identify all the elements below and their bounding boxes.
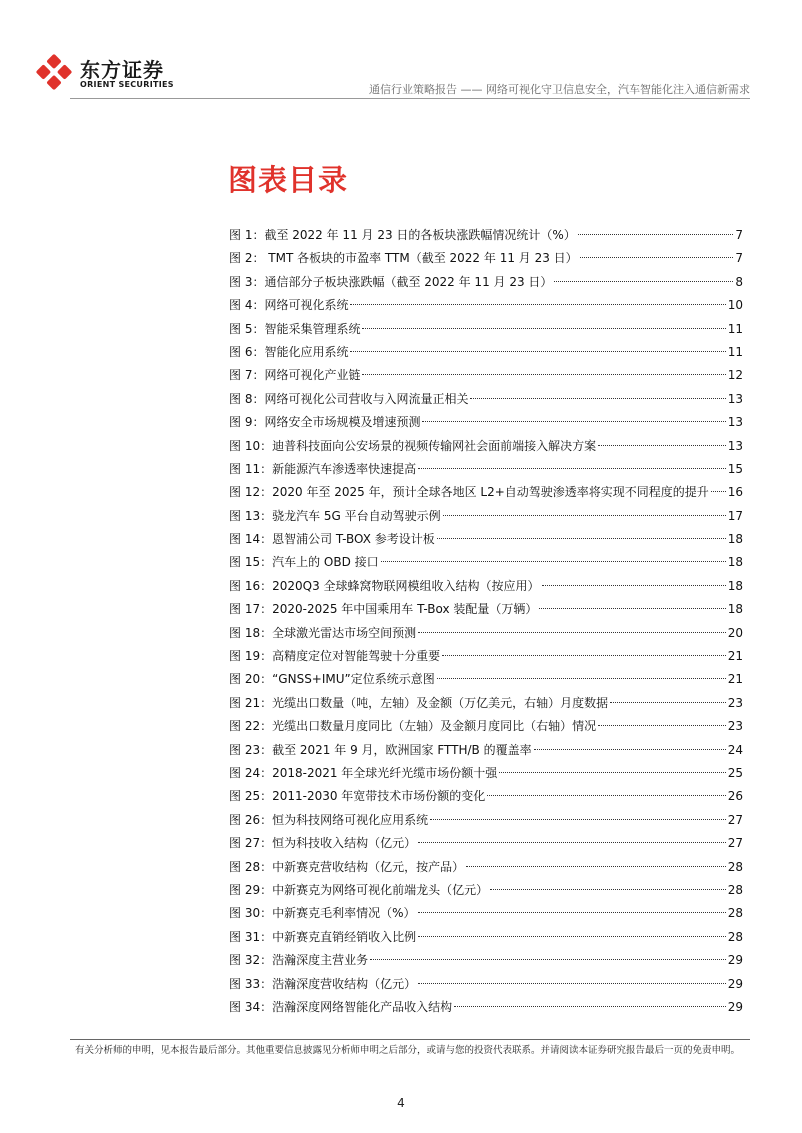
dot-leader [418, 632, 726, 633]
toc-entry-page: 29 [727, 999, 743, 1014]
toc-entry-label: 图 17：2020-2025 年中国乘用车 T-Box 装配量（万辆） [229, 602, 538, 617]
toc-entry-page: 16 [727, 485, 743, 500]
toc-entry-label: 图 32：浩瀚深度主营业务 [229, 953, 369, 968]
dot-leader [470, 398, 725, 399]
toc-entry-page: 11 [727, 321, 743, 336]
dot-leader [534, 749, 726, 750]
toc-entry[interactable] [229, 436, 743, 459]
dot-leader [430, 819, 726, 820]
toc-entry-label: 图 29：中新赛克为网络可视化前端龙头（亿元） [229, 882, 489, 897]
toc-entry[interactable] [229, 693, 743, 716]
toc-entry[interactable] [229, 529, 743, 552]
toc-entry[interactable] [229, 459, 743, 482]
toc-entry-label: 图 14：恩智浦公司 T-BOX 参考设计板 [229, 532, 435, 547]
page-number: 4 [397, 1096, 405, 1110]
toc-entry[interactable] [229, 857, 743, 880]
toc-entry-label: 图 31：中新赛克直销经销收入比例 [229, 929, 417, 944]
toc-entry-label: 图 26：恒为科技网络可视化应用系统 [229, 812, 429, 827]
dot-leader [442, 655, 726, 656]
dot-leader [490, 889, 726, 890]
toc-entry-page: 21 [727, 672, 743, 687]
toc-entry[interactable] [229, 342, 743, 365]
toc-entry[interactable] [229, 295, 743, 318]
dot-leader [454, 1006, 726, 1007]
toc-entry[interactable] [229, 365, 743, 388]
toc-entry[interactable] [229, 997, 743, 1020]
toc-entry[interactable] [229, 599, 743, 622]
dot-leader [499, 772, 725, 773]
report-subtitle: 通信行业策略报告 —— 网络可视化守卫信息安全，汽车智能化注入通信新需求 [369, 83, 750, 96]
toc-entry[interactable] [229, 482, 743, 505]
toc-entry-label: 图 8：网络可视化公司营收与入网流量正相关 [229, 391, 469, 406]
toc-entry-page: 13 [727, 391, 743, 406]
toc-entry-page: 12 [727, 368, 743, 383]
dot-leader [598, 445, 726, 446]
toc-entry[interactable] [229, 319, 743, 342]
toc-entry-label: 图 30：中新赛克毛利率情况（%） [229, 906, 416, 921]
toc-entry-label: 图 6：智能化应用系统 [229, 344, 349, 359]
dot-leader [418, 468, 726, 469]
toc-entry[interactable] [229, 763, 743, 786]
toc-entry-page: 26 [727, 789, 743, 804]
toc-entry-page: 20 [727, 625, 743, 640]
toc-entry-page: 13 [727, 438, 743, 453]
dot-leader [370, 959, 726, 960]
dot-leader [350, 304, 725, 305]
toc-entry-label: 图 15：汽车上的 OBD 接口 [229, 555, 379, 570]
dot-leader [466, 866, 726, 867]
dot-leader [711, 491, 726, 492]
dot-leader [350, 351, 725, 352]
toc-entry-label: 图 22：光缆出口数量月度同比（左轴）及金额月度同比（右轴）情况 [229, 719, 597, 734]
toc-entry-page: 28 [727, 906, 743, 921]
toc-entry-label: 图 25：2011-2030 年宽带技术市场份额的变化 [229, 789, 486, 804]
orient-logo-icon [34, 52, 74, 92]
dot-leader [598, 725, 726, 726]
toc-entry[interactable] [229, 833, 743, 856]
toc-entry-label: 图 23：截至 2021 年 9 月，欧洲国家 FTTH/B 的覆盖率 [229, 742, 532, 757]
toc-entry-label: 图 5：智能采集管理系统 [229, 321, 361, 336]
dot-leader [418, 936, 726, 937]
toc-entry[interactable] [229, 974, 743, 997]
dot-leader [418, 842, 726, 843]
toc-entry[interactable] [229, 412, 743, 435]
dot-leader [539, 608, 725, 609]
dot-leader [443, 515, 726, 516]
toc-entry[interactable] [229, 716, 743, 739]
toc-entry-label: 图 34：浩瀚深度网络智能化产品收入结构 [229, 999, 453, 1014]
toc-entry-page: 18 [727, 532, 743, 547]
toc-entry-label: 图 10：迪普科技面向公安场景的视频传输网社会面前端接入解决方案 [229, 438, 597, 453]
dot-leader [610, 702, 726, 703]
toc-entry-page: 7 [735, 251, 743, 266]
toc-entry[interactable] [229, 810, 743, 833]
toc-entry-page: 28 [727, 859, 743, 874]
dot-leader [437, 678, 726, 679]
toc-entry-label: 图 20：“GNSS+IMU”定位系统示意图 [229, 672, 435, 687]
toc-entry-page: 8 [735, 274, 743, 289]
toc-entry-label: 图 3：通信部分子板块涨跌幅（截至 2022 年 11 月 23 日） [229, 274, 553, 289]
logo-chinese-name: 东方证券 [80, 58, 164, 82]
toc-entry-page: 18 [727, 555, 743, 570]
toc-entry-label: 图 28：中新赛克营收结构（亿元，按产品） [229, 859, 465, 874]
toc-entry[interactable] [229, 225, 743, 248]
toc-entry-page: 17 [727, 508, 743, 523]
toc-entry-page: 27 [727, 836, 743, 851]
toc-entry-label: 图 24：2018-2021 年全球光纤光缆市场份额十强 [229, 765, 498, 780]
toc-entry[interactable] [229, 950, 743, 973]
toc-entry-label: 图 19：高精度定位对智能驾驶十分重要 [229, 649, 441, 664]
dot-leader [362, 374, 725, 375]
toc-entry-page: 27 [727, 812, 743, 827]
dot-leader [437, 538, 726, 539]
toc-entry-page: 28 [727, 929, 743, 944]
toc-entry-page: 15 [727, 461, 743, 476]
toc-entry-label: 图 18：全球激光雷达市场空间预测 [229, 625, 417, 640]
toc-entry-label: 图 1：截至 2022 年 11 月 23 日的各板块涨跌幅情况统计（%） [229, 228, 576, 242]
toc-entry-label: 图 27：恒为科技收入结构（亿元） [229, 836, 417, 851]
toc-entry-label: 图 12：2020 年至 2025 年，预计全球各地区 L2+自动驾驶渗透率将实现不同程度的提升 [229, 485, 709, 500]
page-header [0, 0, 802, 100]
toc-entry-label: 图 16：2020Q3 全球蜂窝物联网模组收入结构（按应用） [229, 578, 540, 593]
toc-entry[interactable] [229, 927, 743, 950]
toc-entry-page: 25 [727, 765, 743, 780]
toc-entry[interactable] [229, 552, 743, 575]
header-divider [70, 98, 750, 99]
footer-divider [70, 1039, 750, 1040]
toc-entry-label: 图 11：新能源汽车渗透率快速提高 [229, 461, 417, 476]
toc-entry-page: 18 [727, 602, 743, 617]
toc-entry-page: 10 [727, 298, 743, 313]
dot-leader [381, 561, 726, 562]
toc-entry-page: 18 [727, 578, 743, 593]
toc-entry-page: 23 [727, 695, 743, 710]
toc-entry[interactable] [229, 389, 743, 412]
toc-entry-label: 图 21：光缆出口数量（吨，左轴）及金额（万亿美元，右轴）月度数据 [229, 695, 609, 710]
toc-entry[interactable] [229, 740, 743, 763]
toc-entry-label: 图 4：网络可视化系统 [229, 298, 349, 313]
dot-leader [418, 983, 726, 984]
company-logo [34, 52, 184, 96]
toc-entry-page: 29 [727, 953, 743, 968]
toc-entry-page: 29 [727, 976, 743, 991]
dot-leader [422, 421, 725, 422]
toc-entry-label: 图 13：骁龙汽车 5G 平台自动驾驶示例 [229, 508, 441, 523]
disclaimer-text: 有关分析师的申明，见本报告最后部分。其他重要信息披露见分析师申明之后部分，或请与您的投资代表联系。并请阅读本证券研究报告最后一页的免责申明。 [75, 1045, 741, 1056]
toc-entry[interactable] [229, 623, 743, 646]
toc-entry[interactable] [229, 646, 743, 669]
figure-list [229, 225, 743, 1020]
toc-entry-page: 21 [727, 649, 743, 664]
toc-title: 图表目录 [228, 163, 349, 197]
dot-leader [487, 795, 725, 796]
dot-leader [578, 234, 734, 235]
toc-entry-page: 11 [727, 344, 743, 359]
toc-entry[interactable] [229, 272, 743, 295]
toc-entry-page: 13 [727, 415, 743, 430]
dot-leader [362, 328, 725, 329]
toc-entry[interactable] [229, 248, 743, 271]
toc-entry[interactable] [229, 576, 743, 599]
toc-entry[interactable] [229, 669, 743, 692]
toc-entry-label: 图 9：网络安全市场规模及增速预测 [229, 415, 421, 430]
toc-entry[interactable] [229, 903, 743, 926]
dot-leader [580, 257, 734, 258]
dot-leader [542, 585, 726, 586]
toc-entry[interactable] [229, 880, 743, 903]
dot-leader [418, 912, 726, 913]
toc-entry-page: 28 [727, 882, 743, 897]
toc-entry[interactable] [229, 506, 743, 529]
toc-entry-page: 24 [727, 742, 743, 757]
toc-entry-label: 图 2： TMT 各板块的市盈率 TTM（截至 2022 年 11 月 23 日） [229, 251, 578, 266]
toc-entry-label: 图 7：网络可视化产业链 [229, 368, 361, 383]
toc-entry-page: 7 [735, 228, 743, 242]
logo-english-name: ORIENT SECURITIES [80, 80, 174, 89]
toc-entry-label: 图 33：浩瀚深度营收结构（亿元） [229, 976, 417, 991]
dot-leader [554, 281, 733, 282]
toc-entry[interactable] [229, 786, 743, 809]
toc-entry-page: 23 [727, 719, 743, 734]
